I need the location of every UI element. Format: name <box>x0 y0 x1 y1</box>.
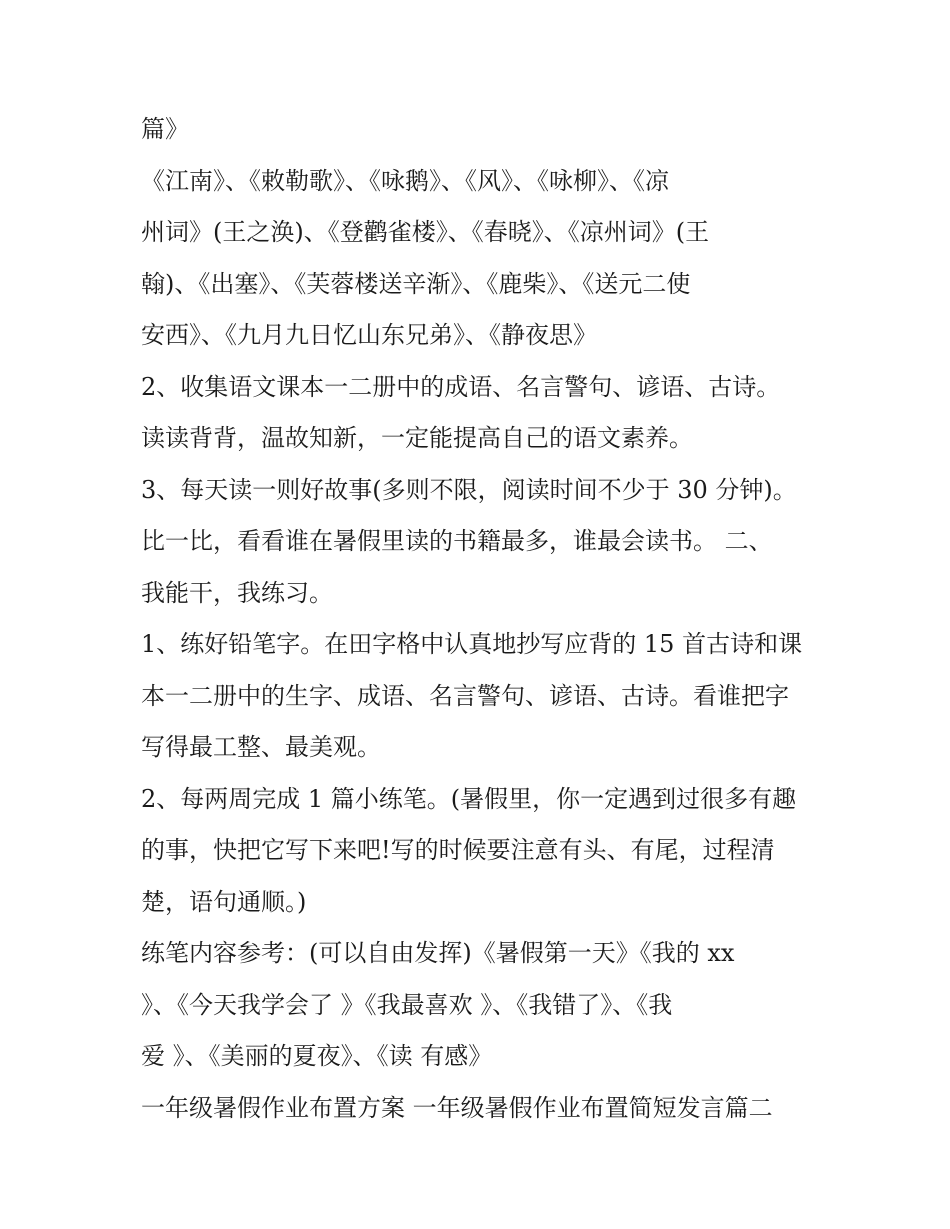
text-line: 读读背背，温故知新，一定能提高自己的语文素养。 <box>141 424 693 452</box>
text-line: 楚，语句通顺。) <box>141 887 307 916</box>
text-line: 写得最工整、最美观。 <box>141 733 381 761</box>
text-line: 练笔内容参考：(可以自由发挥)《暑假第一天》《我的 xx <box>141 939 735 967</box>
text-line: 爱 》、《美丽的夏夜》、《读 有感》 <box>141 1042 493 1070</box>
text-line: 我能干，我练习。 <box>141 578 333 607</box>
text-line: 比一比，看看谁在暑假里读的书籍最多，谁最会读书。 二、 <box>141 527 773 555</box>
text-line: 1、练好铅笔字。在田字格中认真地抄写应背的 15 首古诗和课 <box>141 630 803 658</box>
text-line: 州词》(王之涣)、《登鹳雀楼》、《春晓》、《凉州词》(王 <box>141 218 710 246</box>
text-line: 安西》、《九月九日忆山东兄弟》、《静夜思》 <box>141 321 597 349</box>
text-line: 2、收集语文课本一二册中的成语、名言警句、谚语、古诗。 <box>141 372 781 401</box>
text-line: 《江南》、《敕勒歌》、《咏鹅》、《风》、《咏柳》、《凉 <box>141 166 669 195</box>
text-line: 翰)、《出塞》、《芙蓉楼送辛渐》、《鹿柴》、《送元二使 <box>141 269 691 298</box>
text-line: 的事，快把它写下来吧!写的时候要注意有头、有尾，过程清 <box>141 836 775 864</box>
text-line: 2、每两周完成 1 篇小练笔。(暑假里，你一定遇到过很多有趣 <box>141 784 797 813</box>
document-body <box>141 104 821 1134</box>
text-line: 一年级暑假作业布置方案 一年级暑假作业布置简短发言篇二 <box>141 1093 773 1122</box>
text-line: 3、每天读一则好故事(多则不限，阅读时间不少于 30 分钟)。 <box>141 475 797 504</box>
text-line: 本一二册中的生字、成语、名言警句、谚语、古诗。看谁把字 <box>141 681 789 710</box>
text-line: 》、《今天我学会了 》《我最喜欢 》、《我错了》、《我 <box>141 990 673 1019</box>
text-line: 篇》 <box>141 115 189 143</box>
